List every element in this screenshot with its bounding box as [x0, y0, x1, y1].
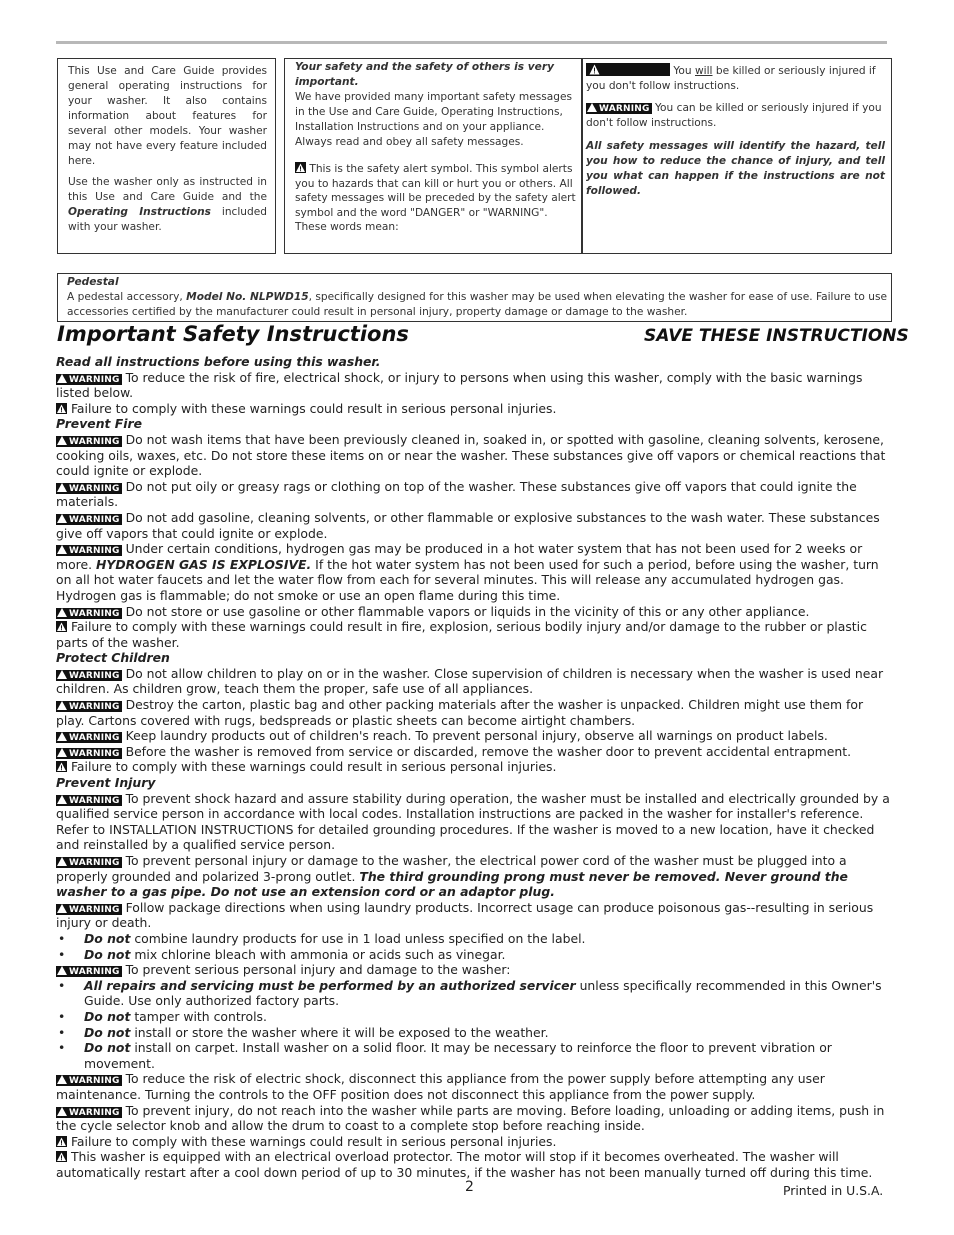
- page-title: Important Safety Instructions: [57, 322, 409, 346]
- safety-alert-icon: [56, 403, 67, 414]
- warning-triangle-icon: [57, 608, 67, 617]
- warning-triangle-icon: [57, 514, 67, 523]
- warning-item: WARNING Keep laundry products out of children's reach. To prevent personal injury, observe all warnings on product labels.: [56, 728, 894, 744]
- warning-label: WARNING: [56, 748, 122, 759]
- printed-in: Printed in U.S.A.: [783, 1183, 884, 1198]
- warning-label: WARNING: [56, 374, 122, 385]
- list-item: • Do not combine laundry products for use in 1 load unless specified on the label.: [58, 930, 586, 946]
- safety-intro-box: [284, 58, 582, 254]
- top-rule: [56, 41, 887, 44]
- warning-definition: WARNING You can be killed or seriously injured if you don't follow instructions.: [586, 102, 882, 129]
- warning-triangle-icon: [57, 670, 67, 679]
- warning-label: WARNING: [56, 436, 122, 447]
- pedestal-text: A pedestal accessory, Model No. NLPWD15, specifically designed for this washer may be used when elevating the washer for ease of use. Failure to use accessories certified by the manufacturer could result in personal injury, property damage or damage to the washer.: [67, 291, 887, 318]
- warning-intro: WARNING To reduce the risk of fire, electrical shock, or injury to persons when using this washer, comply with the basic warnings listed below.: [56, 369, 863, 401]
- failure-note: Failure to comply with these warnings could result in serious personal injuries.: [56, 1134, 894, 1150]
- warning-label: WARNING: [56, 483, 122, 494]
- warning-label: WARNING: [586, 103, 652, 114]
- safety-alert-icon: [56, 621, 67, 632]
- section-heading-prevent-injury: Prevent Injury: [56, 775, 156, 791]
- warning-triangle-icon: [57, 732, 67, 741]
- safety-heading: Your safety and the safety of others is very important.: [295, 61, 554, 88]
- list-item: • Do not install or store the washer where it will be exposed to the weather.: [58, 1024, 549, 1040]
- pedestal-box: [57, 273, 892, 322]
- warning-item: WARNING Before the washer is removed from service or discarded, remove the washer door to prevent accidental entrapment.: [56, 744, 894, 760]
- safety-alert-icon: [295, 162, 306, 173]
- danger-definition: You will be killed or seriously injured if you don't follow instructions.: [586, 65, 876, 92]
- safety-note: All safety messages will identify the hazard, tell you how to reduce the chance of injury, and tell you what can happen if the instructions are not followed.: [586, 140, 885, 197]
- list-item: • Do not install on carpet. Install washer on a solid floor. It may be necessary to reinforce the floor to prevent vibration or movement.: [58, 1040, 832, 1071]
- warning-item: WARNING To prevent shock hazard and assure stability during operation, the washer must be installed and electrically grounded by a qualified service person in accordance with local codes. Installation instructions are packed in the washer for installer's reference. Refer to INSTALLATION INSTRUCTIONS for detailed grounding procedures. If the washer is moved to a new location, have it checked and reinstalled by a qualified service person.: [56, 790, 890, 853]
- warning-triangle-icon: [57, 966, 67, 975]
- failure-note: Failure to comply with these warnings could result in serious personal injuries.: [56, 401, 894, 417]
- page-number: 2: [465, 1179, 474, 1195]
- alert-symbol-text: This is the safety alert symbol. This symbol alerts you to hazards that can kill or hurt you or others. All safety messages will be preceded by the safety alert symbol and the word "DANGER" or "WARNING". These words mean:: [295, 163, 576, 234]
- safety-instructions-body: [56, 354, 894, 1180]
- warning-label: WARNING: [56, 966, 122, 977]
- warning-triangle-icon: [57, 1075, 67, 1084]
- warning-item: WARNING Do not allow children to play on or in the washer. Close supervision of children is necessary when the washer is used near children. As children grow, teach them the proper, safe use of all appliances.: [56, 665, 884, 697]
- warning-triangle-icon: [57, 483, 67, 492]
- guide-intro-text: This Use and Care Guide provides general operating instructions for your washer. It also contains information about features for several other models. Your washer may not have every feature included here.: [68, 65, 267, 167]
- danger-label: [586, 63, 670, 76]
- warning-item: WARNING To prevent personal injury or damage to the washer, the electrical power cord of the washer must be plugged into a properly grounded and polarized 3-prong outlet. The third grounding prong must never be removed. Never ground the washer to a gas pipe. Do not use an extension cord or an adaptor plug.: [56, 853, 848, 900]
- warning-triangle-icon: [57, 1107, 67, 1116]
- failure-note: Failure to comply with these warnings could result in serious personal injuries.: [56, 759, 894, 775]
- pedestal-model: Model No. NLPWD15: [186, 291, 309, 303]
- warning-item: WARNING Follow package directions when using laundry products. Incorrect usage can produce poisonous gas--resulting in serious injury or death.: [56, 899, 874, 931]
- save-instructions-heading: SAVE THESE INSTRUCTIONS: [644, 326, 909, 346]
- safety-alert-icon: [56, 1151, 67, 1162]
- read-instructions: Read all instructions before using this washer.: [56, 354, 381, 369]
- section-heading-prevent-fire: Prevent Fire: [56, 416, 142, 432]
- guide-usage-text: Use the washer only as instructed in this Use and Care Guide and the Operating Instructions included with your washer.: [68, 176, 267, 233]
- overload-note: This washer is equipped with an electrical overload protector. The motor will stop if it becomes overheated. The washer will automatically restart after a cool down period of up to 30 minutes, if the washer has not been manually turned off during this time.: [56, 1149, 873, 1180]
- warning-label: WARNING: [56, 904, 122, 915]
- warning-label: WARNING: [56, 670, 122, 681]
- warning-item: WARNING Destroy the carton, plastic bag and other packing materials after the washer is unpacked. Children might use them for play. Cartons covered with rugs, bedspreads or plastic sheets can become airtight chambers.: [56, 697, 864, 728]
- pedestal-heading: Pedestal: [67, 276, 119, 288]
- warning-item: WARNING Under certain conditions, hydrogen gas may be produced in a hot water system that has not been used for 2 weeks or more. HYDROGEN GAS IS EXPLOSIVE. If the hot water system has not been used for such a period, before using the washer, turn on all hot water faucets and let the water flow from each for several minutes. This will release any accumulated hydrogen gas. Hydrogen gas is flammable; do not smoke or use an open flame during this time.: [56, 541, 879, 603]
- warning-label: WARNING: [56, 795, 122, 806]
- list-item: • Do not tamper with controls.: [58, 1008, 267, 1024]
- warning-label: WARNING: [56, 545, 122, 556]
- warning-item: WARNING Do not put oily or greasy rags or clothing on top of the washer. These substances give off vapors that could ignite the materials.: [56, 478, 857, 510]
- safety-alert-icon: [56, 761, 67, 772]
- warning-label: WARNING: [56, 1075, 122, 1086]
- warning-triangle-icon: [57, 545, 67, 554]
- warning-triangle-icon: [57, 795, 67, 804]
- warning-label: WARNING: [56, 701, 122, 712]
- warning-item: WARNING Do not add gasoline, cleaning solvents, or other flammable or explosive substances to the wash water. These substances give off vapors that could ignite or explode.: [56, 509, 880, 541]
- warning-item: WARNING To reduce the risk of electric shock, disconnect this appliance from the power supply before attempting any user maintenance. Turning the controls to the OFF position does not disconnect this appliance from the power supply.: [56, 1071, 825, 1102]
- warning-label: WARNING: [56, 857, 122, 868]
- warning-triangle-icon: [57, 904, 67, 913]
- warning-label: WARNING: [56, 608, 122, 619]
- failure-note: Failure to comply with these warnings could result in fire, explosion, serious bodily injury and/or damage to the rubber or plastic parts of the washer.: [56, 619, 867, 650]
- warning-triangle-icon: [57, 436, 67, 445]
- warning-triangle-icon: [57, 748, 67, 757]
- warning-item: WARNING Do not wash items that have been previously cleaned in, soaked in, or spotted with gasoline, cleaning solvents, kerosene, cooking oils, waxes, etc. Do not store these items on or near the washer. These substances give off vapors or chemical reactions that could ignite or explode.: [56, 431, 886, 479]
- warning-triangle-icon: [57, 374, 67, 383]
- list-item: • Do not mix chlorine bleach with ammonia or acids such as vinegar.: [58, 946, 506, 962]
- warning-label: WARNING: [56, 1107, 122, 1118]
- section-heading-protect-children: Protect Children: [56, 650, 170, 666]
- warning-triangle-icon: [57, 701, 67, 710]
- list-item: • All repairs and servicing must be performed by an authorized servicer unless specifically recommended in this Owner's Guide. Use only authorized factory parts.: [58, 977, 882, 1009]
- signal-words-box: [582, 58, 892, 254]
- guide-intro-box: [57, 58, 276, 254]
- warning-triangle-icon: [57, 857, 67, 866]
- safety-messages-text: We have provided many important safety messages in the Use and Care Guide, Operating Instructions, Installation Instructions and on your appliance. Always read and obey all safety messages.: [295, 91, 573, 148]
- warning-item: WARNING To prevent injury, do not reach into the washer while parts are moving. Before loading, unloading or adding items, push in the cycle selector knob and allow the drum to coast to a complete stop before reaching inside.: [56, 1102, 885, 1134]
- warning-label: WARNING: [56, 732, 122, 743]
- warning-item: WARNING Do not store or use gasoline or other flammable vapors or liquids in the vicinity of this or any other appliance.: [56, 604, 894, 620]
- safety-alert-icon: [56, 1136, 67, 1147]
- warning-item: WARNING To prevent serious personal injury and damage to the washer:: [56, 962, 894, 978]
- operating-instructions-ref: Operating Instructions: [68, 206, 211, 218]
- warning-label: WARNING: [56, 514, 122, 525]
